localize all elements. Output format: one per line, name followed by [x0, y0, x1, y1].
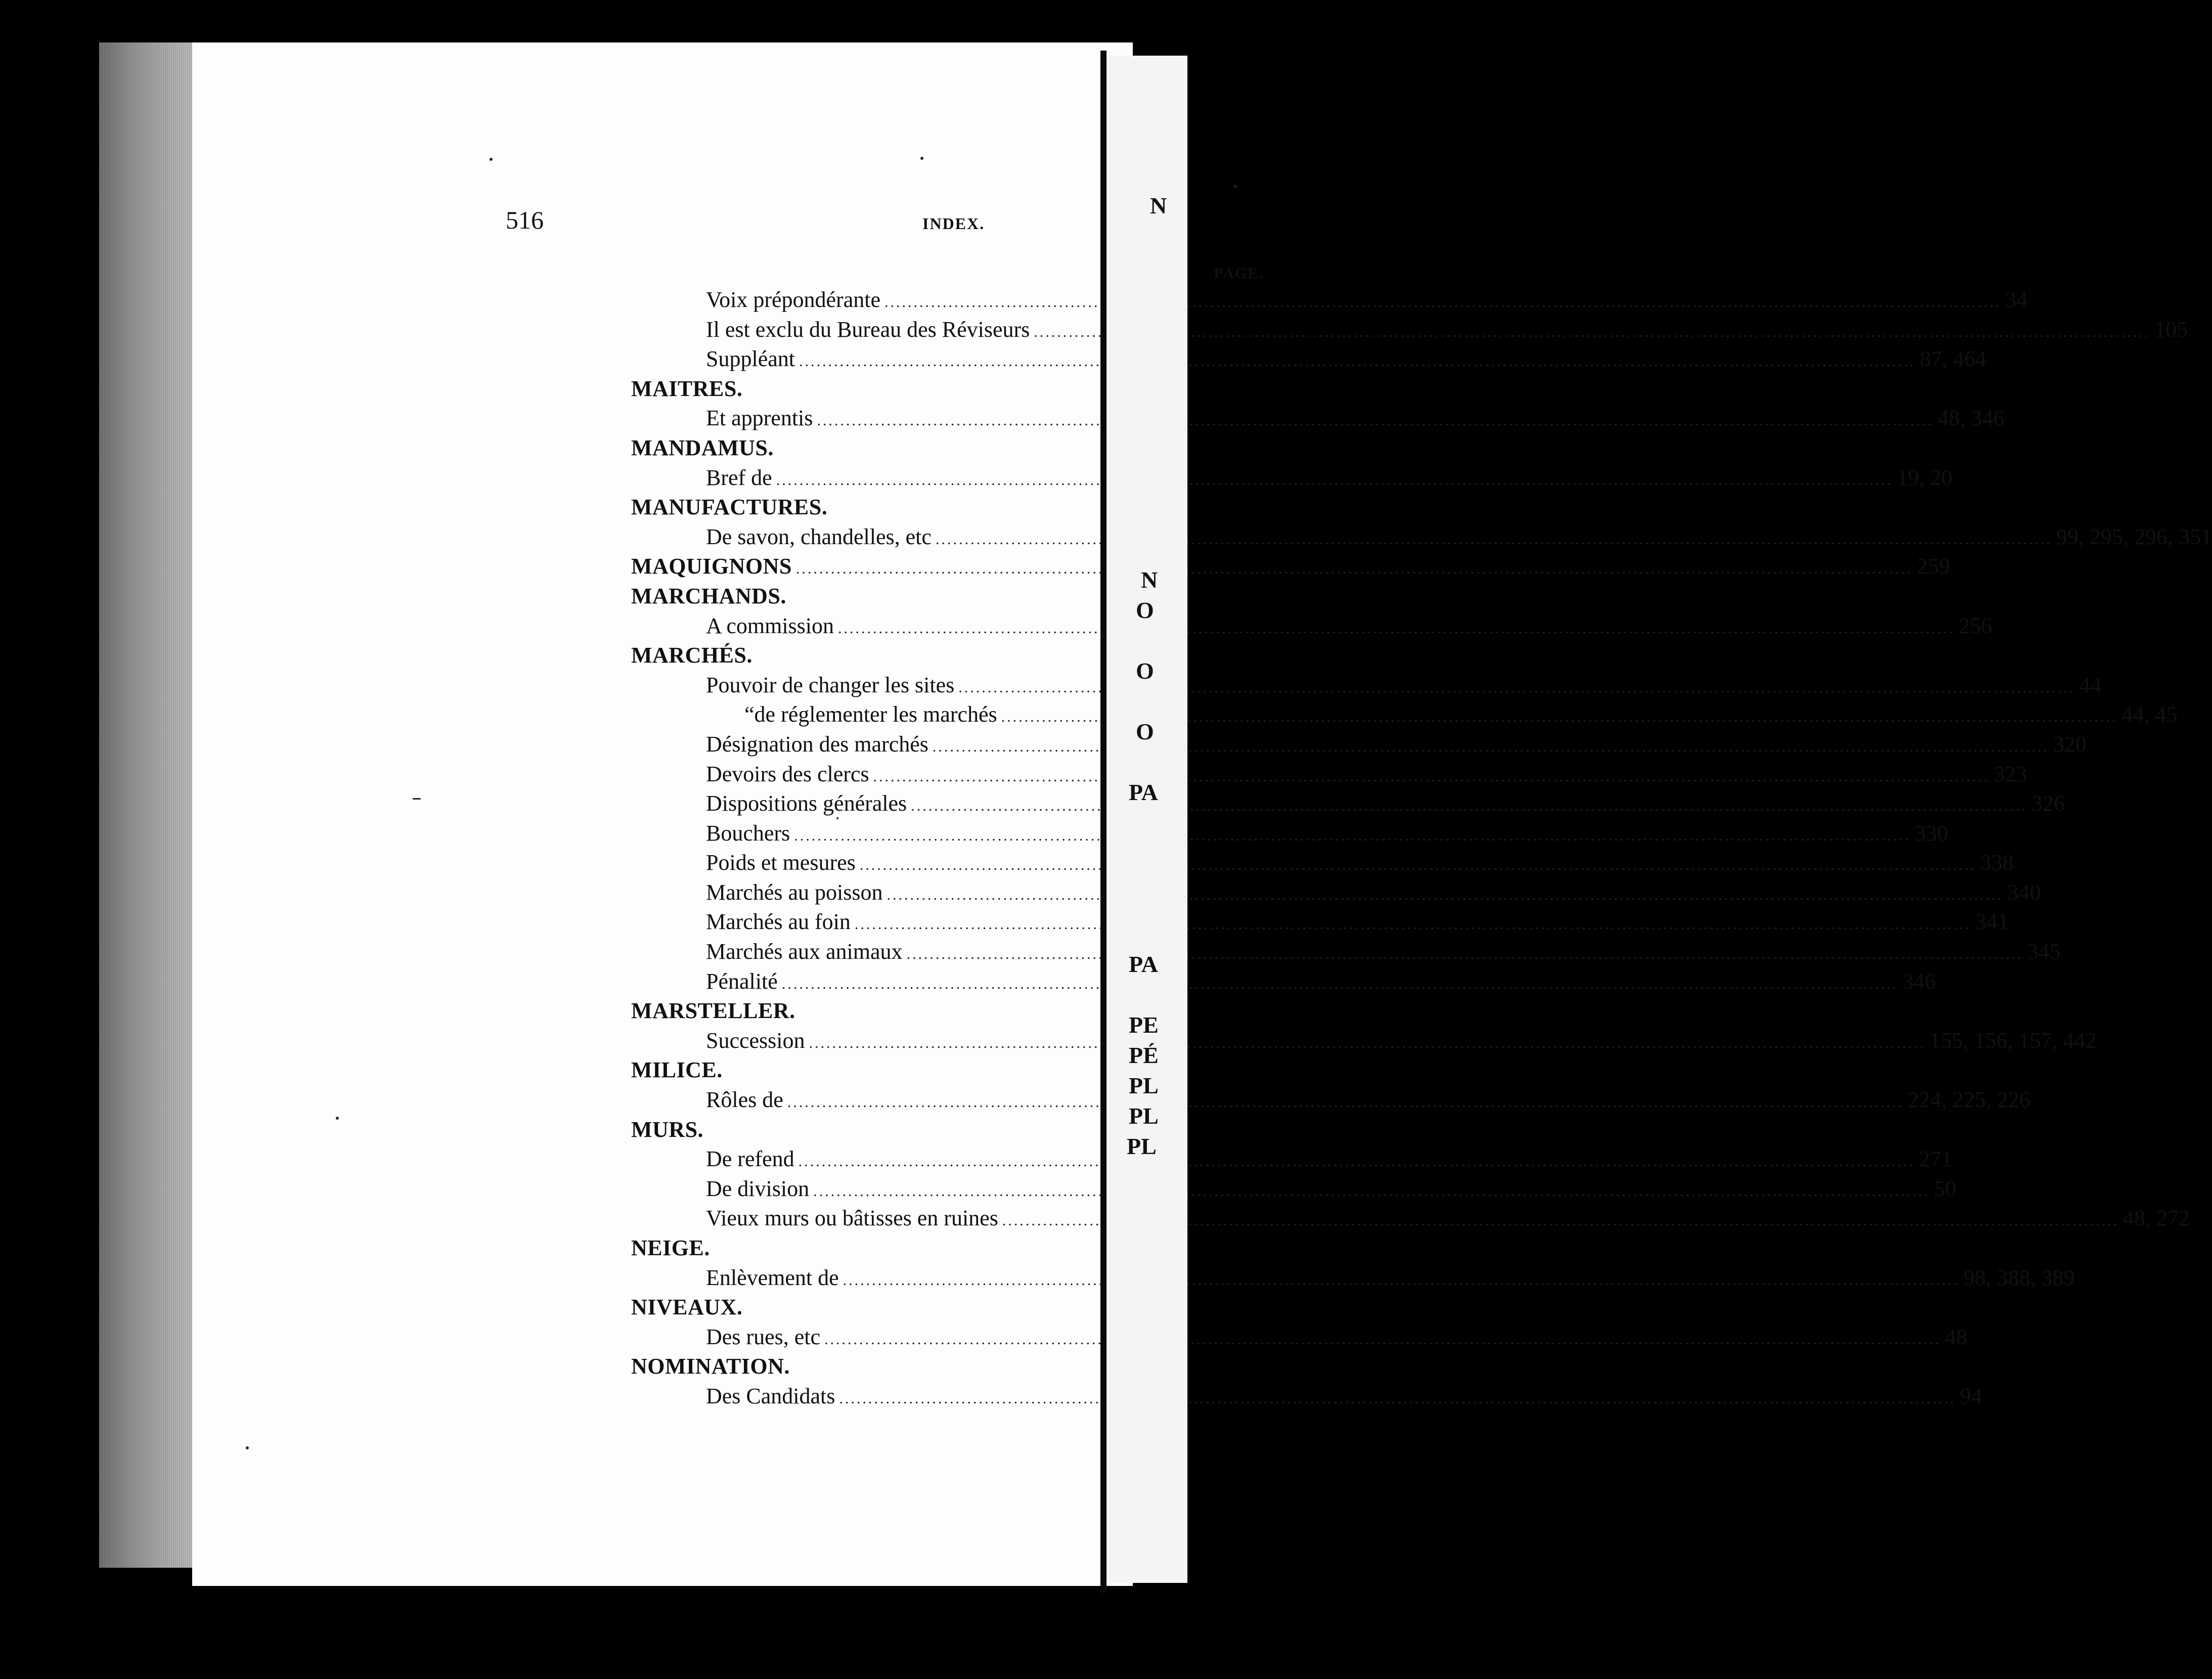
page-references: 340: [2007, 879, 2041, 905]
page-references: 44: [2079, 672, 2102, 697]
dot-leader: [787, 1088, 1904, 1118]
page-references: 320: [2053, 731, 2087, 757]
dot-leader: [799, 347, 1916, 377]
page-references: 341: [1975, 909, 2009, 935]
index-entry-text: Et apprentis: [706, 406, 813, 431]
index-heading: MAITRES.: [631, 376, 743, 401]
page-references: 256: [1959, 613, 1993, 638]
facing-page-letter: PL: [1129, 1073, 1159, 1098]
page-references: 48, 346: [1937, 406, 2005, 431]
page-references: 98, 388, 389: [1963, 1265, 2075, 1290]
index-entry-text: de réglementer les marchés: [754, 702, 997, 727]
page-references: 105: [2154, 317, 2188, 342]
index-heading: MANUFACTURES.: [631, 495, 828, 520]
index-entry-text: De division: [706, 1176, 810, 1201]
dot-leader: [907, 940, 2023, 969]
index-heading: NOMINATION.: [631, 1354, 790, 1379]
page-references: 34: [2005, 287, 2027, 312]
index-entry-text: Voix prépondérante: [706, 287, 880, 312]
print-speck: [336, 1117, 339, 1120]
dot-leader: [794, 821, 1911, 851]
index-entry-text: Des Candidats: [706, 1383, 835, 1408]
page-references: 326: [2031, 791, 2065, 816]
page-references: 50: [1934, 1176, 1957, 1201]
page-references: 19, 20: [1896, 465, 1953, 490]
page-references: 87, 464: [1919, 346, 1986, 372]
page-references: 224, 225, 226: [1908, 1087, 2030, 1113]
print-speck: [490, 158, 493, 161]
page-references: 345: [2027, 939, 2061, 964]
dot-leader: [873, 762, 1990, 792]
dot-leader: [838, 614, 1955, 644]
dot-leader: [887, 880, 2004, 910]
page-references: 44, 45: [2121, 702, 2178, 727]
facing-page-letter: PL: [1127, 1133, 1157, 1159]
index-entry-text: Pouvoir de changer les sites: [706, 672, 955, 697]
print-speck: [836, 817, 838, 819]
index-entry-text: Bref de: [706, 465, 772, 490]
dot-leader: [839, 1384, 1956, 1414]
index-entry-text: Pénalité: [706, 968, 778, 994]
page-references: 323: [1994, 761, 2027, 786]
dot-leader: [855, 910, 1971, 940]
index-entry-text: De savon, chandelles, etc: [706, 524, 932, 549]
index-entry-text: Rôles de: [706, 1087, 783, 1113]
index-entry-text: Désignation des marchés: [706, 731, 928, 757]
dot-leader: [813, 1177, 1930, 1207]
print-speck: [920, 157, 923, 160]
index-heading: MARCHÉS.: [631, 643, 753, 668]
index-entry-text: Enlèvement de: [706, 1265, 839, 1290]
facing-page-fragment: [1107, 56, 1187, 1583]
index-entry-text: Marchés au poisson: [706, 879, 883, 905]
index-heading: MANDAMUS.: [631, 435, 774, 460]
dot-leader: [1034, 318, 2150, 347]
index-heading: MAQUIGNONS: [631, 554, 792, 579]
facing-page-letter: PA: [1129, 951, 1158, 977]
facing-page-letter: PE: [1129, 1012, 1159, 1038]
page-references: 346: [1902, 968, 1936, 994]
index-entry-text: Succession: [706, 1028, 805, 1053]
facing-page-letter: O: [1136, 597, 1154, 623]
index-entry-text: Marchés aux animaux: [706, 939, 903, 964]
index-entry-text: A commission: [706, 613, 834, 638]
index-heading: MURS.: [631, 1117, 704, 1142]
dot-leader: [796, 554, 1913, 584]
index-heading: MARCHANDS.: [631, 583, 786, 608]
index-entry-text: Il est exclu du Bureau des Réviseurs: [706, 317, 1030, 342]
dot-leader: [843, 1266, 1960, 1296]
index-heading: MILICE.: [631, 1057, 723, 1083]
index-entry-text: Marchés au foin: [706, 909, 851, 935]
print-speck: [246, 1446, 249, 1449]
page-references: 94: [1960, 1383, 1982, 1408]
index-entry-text: Dispositions générales: [706, 791, 907, 816]
index-entry-text: Bouchers: [706, 820, 790, 846]
facing-page-letter: PÉ: [1129, 1042, 1159, 1068]
facing-page-letter: O: [1136, 658, 1154, 684]
index-entry-text: Poids et mesures: [706, 850, 856, 875]
page-references: 330: [1915, 820, 1949, 846]
index-heading: MARSTELLER.: [631, 998, 795, 1024]
facing-page-letter: PA: [1129, 779, 1158, 805]
ditto-mark: “: [744, 702, 755, 727]
index-entry-text: Suppléant: [706, 346, 795, 372]
page-references: 259: [1916, 554, 1950, 579]
index-heading: NIVEAUX.: [631, 1295, 743, 1320]
dot-leader: [782, 969, 1898, 999]
index-entry-text: Vieux murs ou bâtisses en ruines: [706, 1206, 998, 1231]
page-references: 48, 272: [2122, 1206, 2190, 1231]
facing-page-letter: O: [1136, 719, 1154, 744]
facing-page-letter: N: [1141, 567, 1158, 593]
page-number: 516: [506, 206, 544, 234]
running-head: INDEX.: [922, 214, 985, 233]
dot-leader: [799, 1147, 1915, 1177]
index-entry-text: De refend: [706, 1146, 794, 1172]
page-references: 338: [1980, 850, 2014, 875]
dot-leader: [817, 406, 1933, 436]
index-entry-text: Des rues, etc: [706, 1324, 821, 1349]
print-speck: [413, 798, 421, 800]
facing-page-letter: N: [1150, 193, 1167, 218]
page-column-heading: PAGE.: [1214, 265, 1264, 282]
page-references: 155, 156, 157, 442: [1929, 1028, 2097, 1053]
dot-leader: [809, 1029, 1926, 1058]
book-gutter: [1100, 51, 1107, 1593]
dot-leader: [911, 791, 2027, 821]
dot-leader: [776, 466, 1893, 496]
book-page-edges: [99, 42, 200, 1568]
index-heading: NEIGE.: [631, 1235, 710, 1260]
dot-leader: [884, 288, 2001, 318]
dot-leader: [824, 1325, 1941, 1355]
index-entry-text: Devoirs des clercs: [706, 761, 869, 786]
page-references: 99, 295, 296, 351: [2056, 524, 2212, 549]
dot-leader: [860, 851, 1976, 880]
page-references: 271: [1919, 1146, 1953, 1172]
print-speck: [1234, 185, 1237, 188]
facing-page-letter: PL: [1129, 1103, 1159, 1129]
page-references: 48: [1945, 1324, 1968, 1349]
